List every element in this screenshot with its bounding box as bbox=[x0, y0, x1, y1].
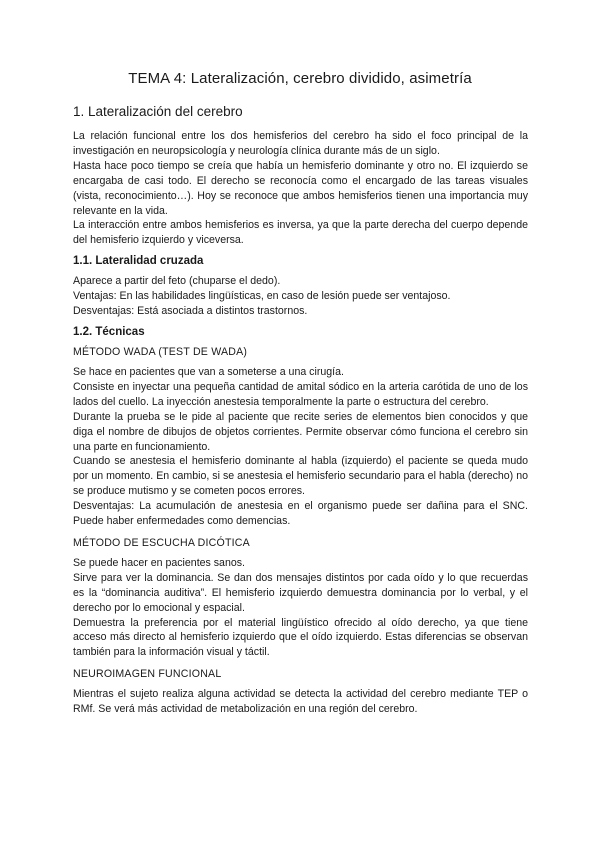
paragraph: Desventajas: La acumulación de anestesia en el organismo puede ser dañina para el SNC. Puede haber enfermedades como demencias. bbox=[73, 500, 528, 528]
paragraph: Se hace en pacientes que van a someterse a una cirugía. bbox=[73, 365, 344, 378]
paragraph: Hasta hace poco tiempo se creía que había un hemisferio dominante y otro no. El izquierdo se encargaba de casi todo. El derecho se reconocía como el encargado de las tareas visuales (vista, reconocimiento…). Hoy se reconoce que ambos hemisferios tienen una importancia muy relevante en la vida. bbox=[73, 159, 528, 217]
method-label-wada: MÉTODO WADA (TEST DE WADA) bbox=[73, 345, 248, 358]
paragraph: Demuestra la preferencia por el material lingüístico ofrecido al oído derecho, ya que tiene acceso más directo al hemisferio izquierdo que el oído izquierdo. Estas diferencias se observan también para la información visual y táctil. bbox=[73, 616, 528, 659]
paragraph: Desventajas: Está asociada a distintos trastornos. bbox=[73, 305, 308, 318]
section-heading-lateralizacion: 1. Lateralización del cerebro bbox=[73, 104, 243, 119]
method-label-escucha-dicotica: MÉTODO DE ESCUCHA DICÓTICA bbox=[73, 536, 250, 549]
paragraph: Mientras el sujeto realiza alguna actividad se detecta la actividad del cerebro mediante TEP o RMf. Se verá más actividad de metabolización en una región del cerebro. bbox=[73, 688, 528, 716]
subsection-heading-tecnicas: 1.2. Técnicas bbox=[73, 325, 145, 338]
paragraph: Consiste en inyectar una pequeña cantidad de amital sódico en la arteria carótida de uno de los lados del cuello. La inyección anestesia temporalmente la parte o estructura del cerebro. bbox=[73, 380, 528, 408]
method-label-neuroimagen: NEUROIMAGEN FUNCIONAL bbox=[73, 668, 222, 681]
paragraph: La interacción entre ambos hemisferios es inversa, ya que la parte derecha del cuerpo depende del hemisferio izquierdo y viceversa. bbox=[73, 219, 528, 247]
paragraph: Cuando se anestesia el hemisferio dominante al habla (izquierdo) el paciente se queda mudo por un momento. En cambio, si se anestesia el hemisferio secundario para el habla (derecho) no se produce mutismo y se cometen pocos errores. bbox=[73, 455, 528, 498]
document-body bbox=[73, 104, 528, 717]
paragraph: Durante la prueba se le pide al paciente que recite series de elementos bien conocidos y que diga el nombre de dibujos de objetos corrientes. Permite observar cómo funciona el cerebro sin una parte en funcionamiento. bbox=[73, 410, 528, 453]
paragraph: La relación funcional entre los dos hemisferios del cerebro ha sido el foco principal de la investigación en neuropsicología y neurología clínica durante más de un siglo. bbox=[73, 130, 528, 157]
paragraph: Sirve para ver la dominancia. Se dan dos mensajes distintos por cada oído y lo que recuerdas es la “dominancia auditiva”. El hemisferio izquierdo demuestra dominancia por lo verbal, y el derecho por lo emocional y espacial. bbox=[73, 571, 528, 614]
paragraph: Ventajas: En las habilidades lingüísticas, en caso de lesión puede ser ventajoso. bbox=[73, 290, 451, 303]
paragraph: Se puede hacer en pacientes sanos. bbox=[73, 556, 245, 569]
paragraph: Aparece a partir del feto (chuparse el dedo). bbox=[73, 275, 281, 288]
document-title: TEMA 4: Lateralización, cerebro dividido, asimetría bbox=[128, 70, 472, 87]
subsection-heading-lateralidad-cruzada: 1.1. Lateralidad cruzada bbox=[73, 255, 204, 268]
